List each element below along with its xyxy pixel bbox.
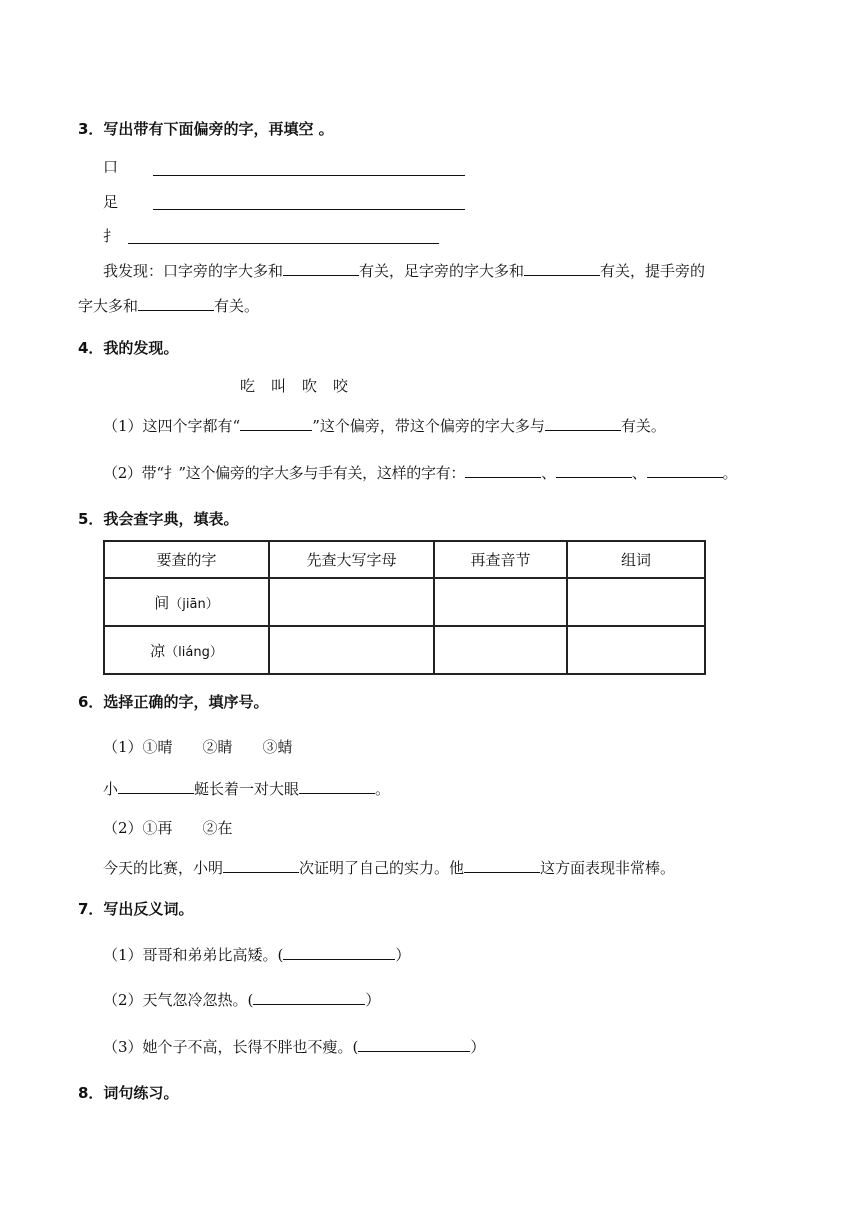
q7-item-end: ） — [395, 946, 411, 964]
char-cell — [104, 626, 269, 674]
q4-item1-text-a: （1）这四个字都有“ — [103, 417, 241, 435]
question-4-title: 4．我的发现。 — [78, 339, 179, 357]
q3-blank-1[interactable] — [283, 261, 359, 276]
lookup-pinyin: （jiān） — [169, 596, 219, 612]
q3-blank-2[interactable] — [524, 261, 600, 276]
q6-s2-blank-2[interactable] — [464, 858, 540, 873]
radical-kou: 口 — [103, 158, 119, 176]
char-cell — [104, 578, 269, 626]
radical-shou: 扌 — [103, 227, 119, 245]
q3-finding-text-b: 有关，足字旁的字大多和 — [359, 262, 525, 280]
q7-blank-3[interactable] — [358, 1037, 470, 1052]
q6-s1-blank-1[interactable] — [118, 779, 194, 794]
q7-item-1 — [103, 945, 410, 965]
q7-item-end: ） — [470, 1038, 486, 1056]
question-5-title: 5．我会查字典，填表。 — [78, 510, 239, 528]
q4-item1-text-b: ”这个偏旁，带这个偏旁的字大多与 — [312, 417, 545, 435]
header-cell: 组词 — [567, 541, 705, 578]
q6-s1-text-b: 蜓长着一对大眼 — [194, 780, 300, 798]
lookup-char: 间 — [154, 593, 170, 612]
q4-item1-blank-2[interactable] — [545, 416, 621, 431]
q4-item2-text-a: （2）带“扌”这个偏旁的字大多与手有关，这样的字有： — [103, 464, 466, 482]
header-cell: 先查大写字母 — [269, 541, 434, 578]
q6-s2-blank-1[interactable] — [223, 858, 299, 873]
q3-finding-text-a: 我发现：口字旁的字大多和 — [103, 262, 284, 280]
q4-item-2 — [103, 463, 737, 483]
q3-finding-text-d: 字大多和 — [78, 297, 139, 315]
q3-finding-line1 — [103, 261, 705, 281]
q4-item2-end: 。 — [722, 464, 738, 482]
question-6-title: 6．选择正确的字，填序号。 — [78, 693, 269, 711]
answer-line-kou[interactable] — [153, 175, 465, 176]
q4-char: 叫 — [271, 377, 287, 395]
q4-char: 咬 — [333, 377, 349, 395]
q6-s1-blank-2[interactable] — [299, 779, 375, 794]
answer-line-zu[interactable] — [153, 209, 465, 210]
dictionary-lookup-table — [103, 540, 706, 675]
question-3-title: 3．写出带有下面偏旁的字，再填空 。 — [78, 120, 334, 138]
q6-sentence-2 — [103, 858, 675, 878]
answer-cell-capital[interactable] — [269, 626, 434, 674]
answer-cell-syllable[interactable] — [434, 626, 567, 674]
table-row — [104, 578, 705, 626]
q6-s1-text-c: 。 — [375, 780, 391, 798]
question-8-title: 8．词句练习。 — [78, 1084, 179, 1102]
q7-item-text: （1）哥哥和弟弟比高矮。( — [103, 946, 284, 964]
q4-item2-sep: 、 — [541, 464, 556, 482]
q7-blank-2[interactable] — [253, 990, 365, 1005]
q4-char: 吃 — [240, 377, 256, 395]
q4-item2-blank-2[interactable] — [556, 463, 632, 478]
answer-cell-syllable[interactable] — [434, 578, 567, 626]
table-row — [104, 626, 705, 674]
q4-item-1 — [103, 416, 666, 436]
q4-item2-blank-3[interactable] — [647, 463, 723, 478]
q7-item-text: （3）她个子不高，长得不胖也不瘦。( — [103, 1038, 359, 1056]
q3-finding-line2 — [78, 296, 259, 316]
q7-item-text: （2）天气忽冷忽热。( — [103, 991, 254, 1009]
q7-item-end: ） — [365, 991, 381, 1009]
q4-item1-text-c: 有关。 — [620, 417, 666, 435]
q7-item-3 — [103, 1037, 485, 1057]
header-cell: 再查音节 — [434, 541, 567, 578]
q6-s2-text-b: 次证明了自己的实力。他 — [299, 859, 465, 877]
q6-s1-text-a: 小 — [103, 780, 119, 798]
q6-s2-text-a: 今天的比赛，小明 — [103, 859, 224, 877]
lookup-char: 凉 — [150, 641, 166, 660]
answer-cell-capital[interactable] — [269, 578, 434, 626]
radical-zu: 足 — [103, 193, 119, 211]
header-cell: 要查的字 — [104, 541, 269, 578]
q3-finding-text-c: 有关，提手旁的 — [600, 262, 706, 280]
q3-finding-text-e: 有关。 — [214, 297, 260, 315]
q7-item-2 — [103, 990, 380, 1010]
answer-line-shou[interactable] — [128, 243, 439, 244]
q6-s2-text-c: 这方面表现非常棒。 — [540, 859, 676, 877]
q4-item2-blank-1[interactable] — [465, 463, 541, 478]
q7-blank-1[interactable] — [283, 945, 395, 960]
question-7-title: 7．写出反义词。 — [78, 900, 194, 918]
q6-options-1: （1）①晴 ②睛 ③蜻 — [103, 738, 293, 756]
q4-char: 吹 — [302, 377, 318, 395]
q6-options-2: （2）①再 ②在 — [103, 819, 233, 837]
table-header-row — [104, 541, 705, 578]
q3-blank-3[interactable] — [138, 296, 214, 311]
lookup-pinyin: （liáng） — [165, 644, 223, 660]
q6-sentence-1 — [103, 779, 390, 799]
q4-item2-sep: 、 — [631, 464, 647, 482]
q4-char-list — [240, 376, 364, 396]
q4-item1-blank-1[interactable] — [240, 416, 312, 431]
answer-cell-word[interactable] — [567, 578, 705, 626]
answer-cell-word[interactable] — [567, 626, 705, 674]
